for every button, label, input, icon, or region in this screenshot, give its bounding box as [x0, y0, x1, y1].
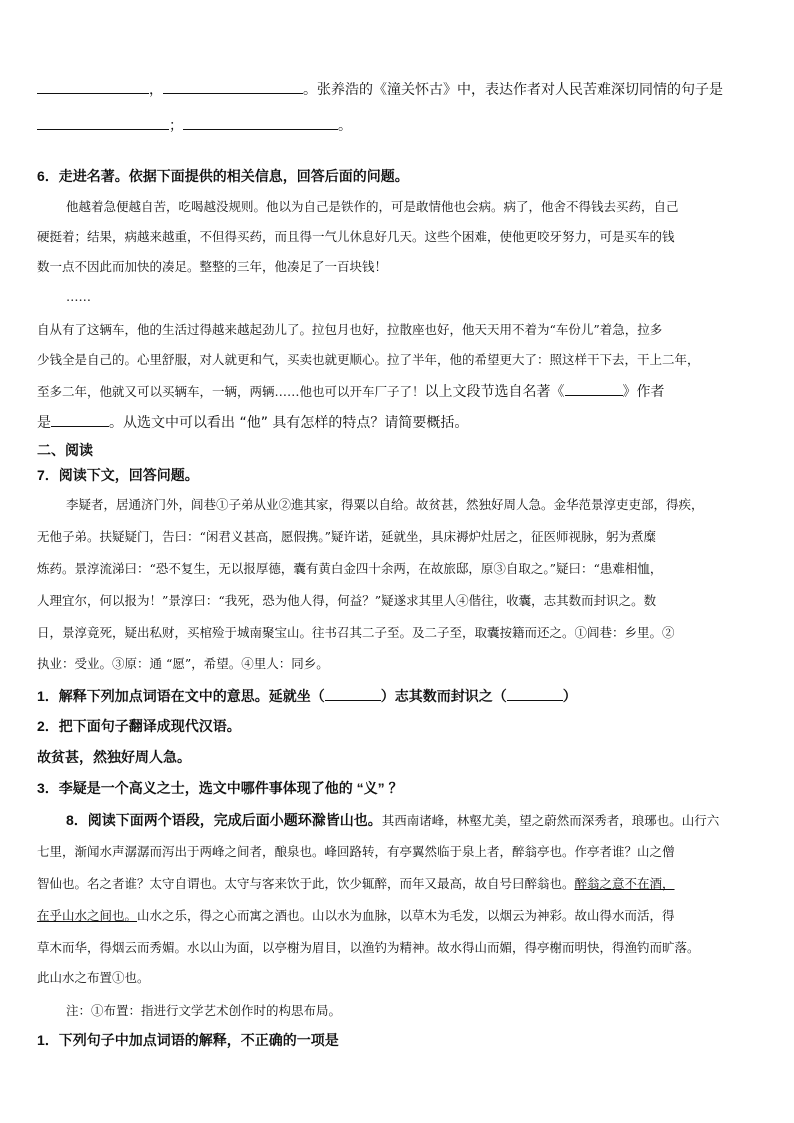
question-7-1: 1．解释下列加点词语在文中的意思。延就坐（ ）志其数而封识之（ ）	[37, 688, 577, 704]
question-6-title: 6．走进名著。依据下面提供的相关信息，回答后面的问题。	[37, 168, 409, 184]
answer-blank[interactable]	[37, 116, 169, 130]
answer-blank[interactable]	[163, 80, 303, 94]
translate-sentence: 故贫甚，然独好周人急。	[37, 749, 191, 765]
passage-line: 他越着急便越自苦，吃喝越没规则。他以为自己是铁作的，可是敢情他也会病。病了，他舍不得钱去买药，自己	[66, 199, 679, 214]
book-title-blank[interactable]	[565, 382, 623, 396]
question-7-3: 3．李疑是一个高义之士，选文中哪件事体现了他的 “义” ？	[37, 780, 403, 796]
annotation-line: 注：①布置：指进行文学艺术创作时的构思布局。	[66, 1003, 342, 1018]
annotation-line: 执业：受业。③原：通 “愿”，希望。④里人：同乡。	[37, 656, 329, 671]
section-heading: 二、阅读	[37, 442, 93, 458]
passage-line: 李疑者，居通济门外，闾巷①子弟从业②進其家，得粟以自给。故贫甚，然独好周人急。金华范景淳吏吏部，得疾，	[66, 497, 704, 512]
answer-blank[interactable]	[507, 687, 563, 701]
passage-line: 人理宜尔，何以报为！”景淳曰：“我死，恐为他人得，何益？”疑遂求其里人④偕往，收囊，志其数而封识之。数	[37, 593, 657, 608]
underlined-sentence: 在乎山水之间也。	[37, 908, 138, 923]
passage-line: 此山水之布置①也。	[37, 970, 150, 985]
passage-line-with-blank: 至多二年，他就又可以买辆车，一辆，两辆……他也可以开车厂子了！以上文段节选自名著《 》作者	[37, 384, 665, 400]
question-8-title: 8．阅读下面两个语段，完成后面小题环滁皆山也。其西南诸峰，林壑尤美，望之蔚然而深秀者，琅琊也。山行六	[66, 812, 720, 828]
passage-line: 草木而华，得烟云而秀媚。水以山为面，以亭榭为眉目，以渔钓为精神。故水得山而媚，得亭榭而明快，得渔钓而旷落。	[37, 940, 700, 955]
fill-blank-line-1: ， 。张养浩的《潼关怀古》中，表达作者对人民苦难深切同情的句子是	[37, 80, 760, 100]
passage-line: 日，景淳竟死，疑出私财，买棺殓于城南聚宝山。往书召其二子至。及二子至，取囊按籍而还之。①闾巷：乡里。②	[37, 625, 675, 640]
passage-ellipsis: ……	[66, 289, 91, 304]
passage-line: 七里，渐闻水声潺潺而泻出于两峰之间者，酿泉也。峰回路转，有亭翼然临于泉上者，醉翁亭也。作亭者谁？山之僧	[37, 844, 675, 859]
answer-blank[interactable]	[183, 116, 338, 130]
question-8-1: 1．下列句子中加点词语的解释，不正确的一项是	[37, 1032, 339, 1048]
answer-blank[interactable]	[37, 80, 149, 94]
author-question-line: 是 。从选文中可以看出 “他” 具有怎样的特点？请简要概括。	[37, 415, 469, 431]
question-7-2: 2．把下面句子翻译成现代汉语。	[37, 718, 241, 734]
answer-blank[interactable]	[325, 687, 381, 701]
question-7-title: 7．阅读下文，回答问题。	[37, 467, 199, 483]
passage-line: 硬挺着；结果，病越来越重，不但得买药，而且得一气儿休息好几天。这些个困难，使他更咬牙努力，可是买车的钱	[37, 229, 675, 244]
passage-line: 少钱全是自己的。心里舒服，对人就更和气，买卖也就更顺心。拉了半年，他的希望更大了：照这样干下去，干上二年，	[37, 352, 700, 367]
underlined-sentence: 醉翁之意不在酒，	[574, 876, 675, 891]
fill-blank-line-2: ； 。	[37, 116, 760, 136]
passage-line: 在乎山水之间也。山水之乐，得之心而寓之酒也。山以水为血脉，以草木为毛发，以烟云为神彩。故山得水而活，得	[37, 908, 675, 923]
passage-line: 炼药。景淳流涕曰：“恐不复生，无以报厚德，囊有黄白金四十余两，在故旅邸，原③自取之。”疑曰：“患难相恤，	[37, 561, 663, 576]
author-blank[interactable]	[51, 413, 109, 427]
passage-line: 无他子弟。扶疑疑门，告曰：“闲君义甚高，愿假携。”疑许诺，延就坐，具床褥炉灶居之，征医师视脉，躬为煮糜	[37, 529, 657, 544]
passage-line: 智仙也。名之者谁？太守自谓也。太守与客来饮于此，饮少辄醉，而年又最高，故自号曰醉翁也。醉翁之意不在酒，	[37, 876, 675, 891]
passage-line: 自从有了这辆车，他的生活过得越来越起劲儿了。拉包月也好，拉散座也好，他天天用不着为“车份儿”着急，拉多	[37, 322, 663, 337]
passage-line: 数一点不因此而加快的凑足。整整的三年，他凑足了一百块钱！	[37, 259, 388, 274]
